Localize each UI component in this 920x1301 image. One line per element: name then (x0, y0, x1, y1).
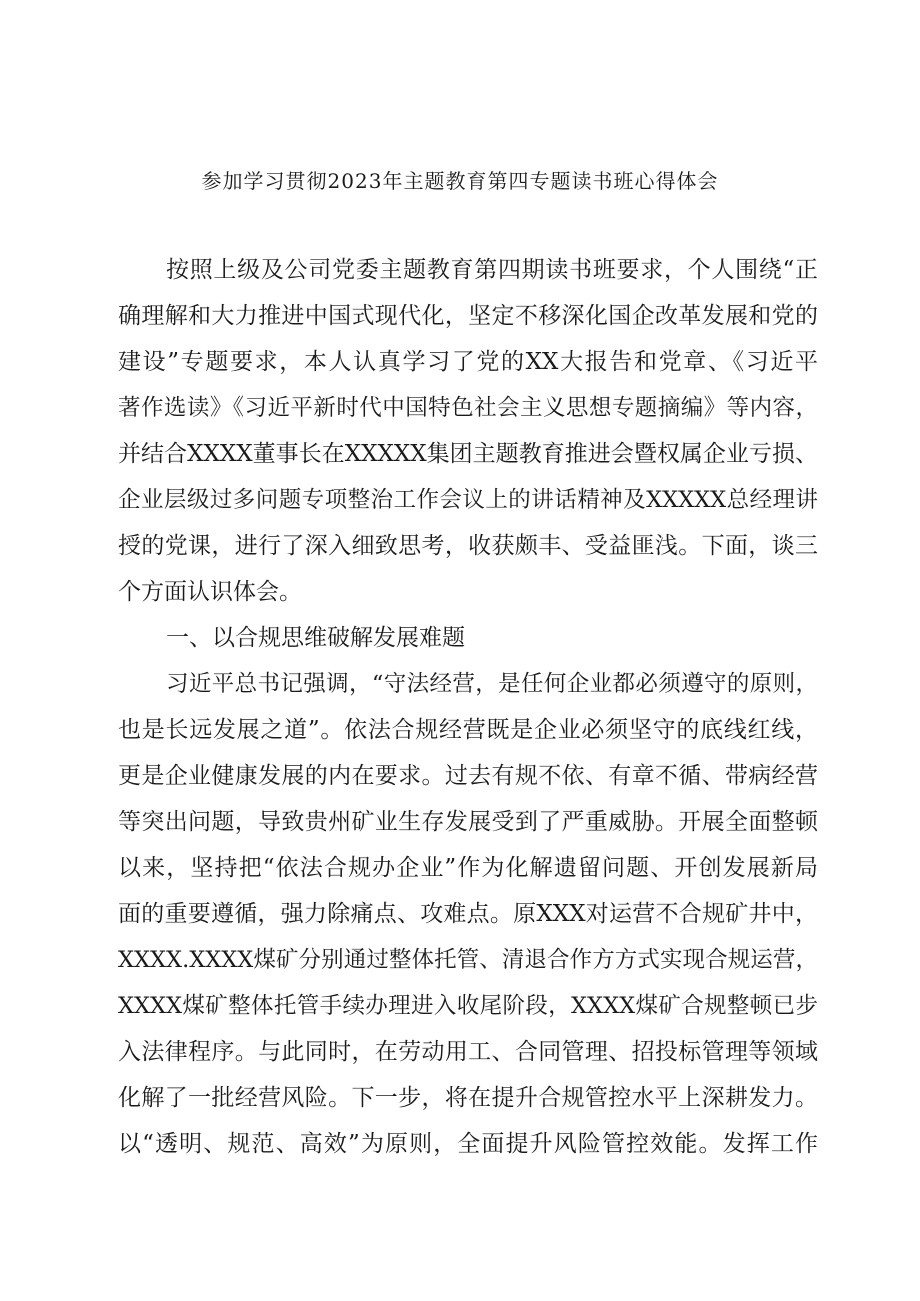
paragraph-2-line-1: 习近平总书记强调，“守法经营，是任何企业都必须遵守的原则， (166, 671, 818, 697)
paragraph-1-line-1: 按照上级及公司党委主题教育第四期读书班要求，个人围绕“正 (166, 257, 818, 283)
paragraph-2-line-3: 更是企业健康发展的内在要求。过去有规不依、有章不循、带病经营 (118, 763, 818, 789)
paragraph-1-line-8: 个方面认识体会。 (118, 579, 302, 605)
paragraph-1-line-5: 并结合XXXX董事长在XXXXX集团主题教育推进会暨权属企业亏损、 (118, 441, 818, 467)
paragraph-2-line-7: XXXX.XXXX煤矿分别通过整体托管、清退合作方方式实现合规运营， (118, 947, 818, 973)
paragraph-1-line-2: 确理解和大力推进中国式现代化，坚定不移深化国企改革发展和党的 (118, 303, 818, 329)
paragraph-1-line-7: 授的党课，进行了深入细致思考，收获颇丰、受益匪浅。下面，谈三 (118, 533, 818, 559)
paragraph-2-line-5: 以来，坚持把“依法合规办企业”作为化解遗留问题、开创发展新局 (118, 855, 818, 881)
paragraph-1-line-4: 著作选读》《习近平新时代中国特色社会主义思想专题摘编》等内容， (118, 395, 818, 421)
paragraph-1-line-3: 建设”专题要求，本人认真学习了党的XX大报告和党章、《习近平 (118, 349, 818, 375)
document-title: 参加学习贯彻2023年主题教育第四专题读书班心得体会 (201, 169, 719, 193)
paragraph-2-line-10: 化解了一批经营风险。下一步，将在提升合规管控水平上深耕发力。 (118, 1085, 818, 1111)
paragraph-2-line-8: XXXX煤矿整体托管手续办理进入收尾阶段，XXXX煤矿合规整顿已步 (118, 993, 818, 1019)
paragraph-2-line-4: 等突出问题，导致贵州矿业生存发展受到了严重威胁。开展全面整顿 (118, 809, 818, 835)
section-heading-1: 一、以合规思维破解发展难题 (166, 625, 465, 651)
paragraph-1-line-6: 企业层级过多问题专项整治工作会议上的讲话精神及XXXXX总经理讲 (118, 487, 818, 513)
paragraph-2-line-6: 面的重要遵循，强力除痛点、攻难点。原XXX对运营不合规矿井中， (118, 901, 818, 927)
paragraph-2-line-9: 入法律程序。与此同时，在劳动用工、合同管理、招投标管理等领域 (118, 1039, 818, 1065)
paragraph-2-line-11: 以“透明、规范、高效”为原则，全面提升风险管控效能。发挥工作 (118, 1131, 818, 1157)
paragraph-2-line-2: 也是长远发展之道”。依法合规经营既是企业必须坚守的底线红线， (118, 717, 818, 743)
